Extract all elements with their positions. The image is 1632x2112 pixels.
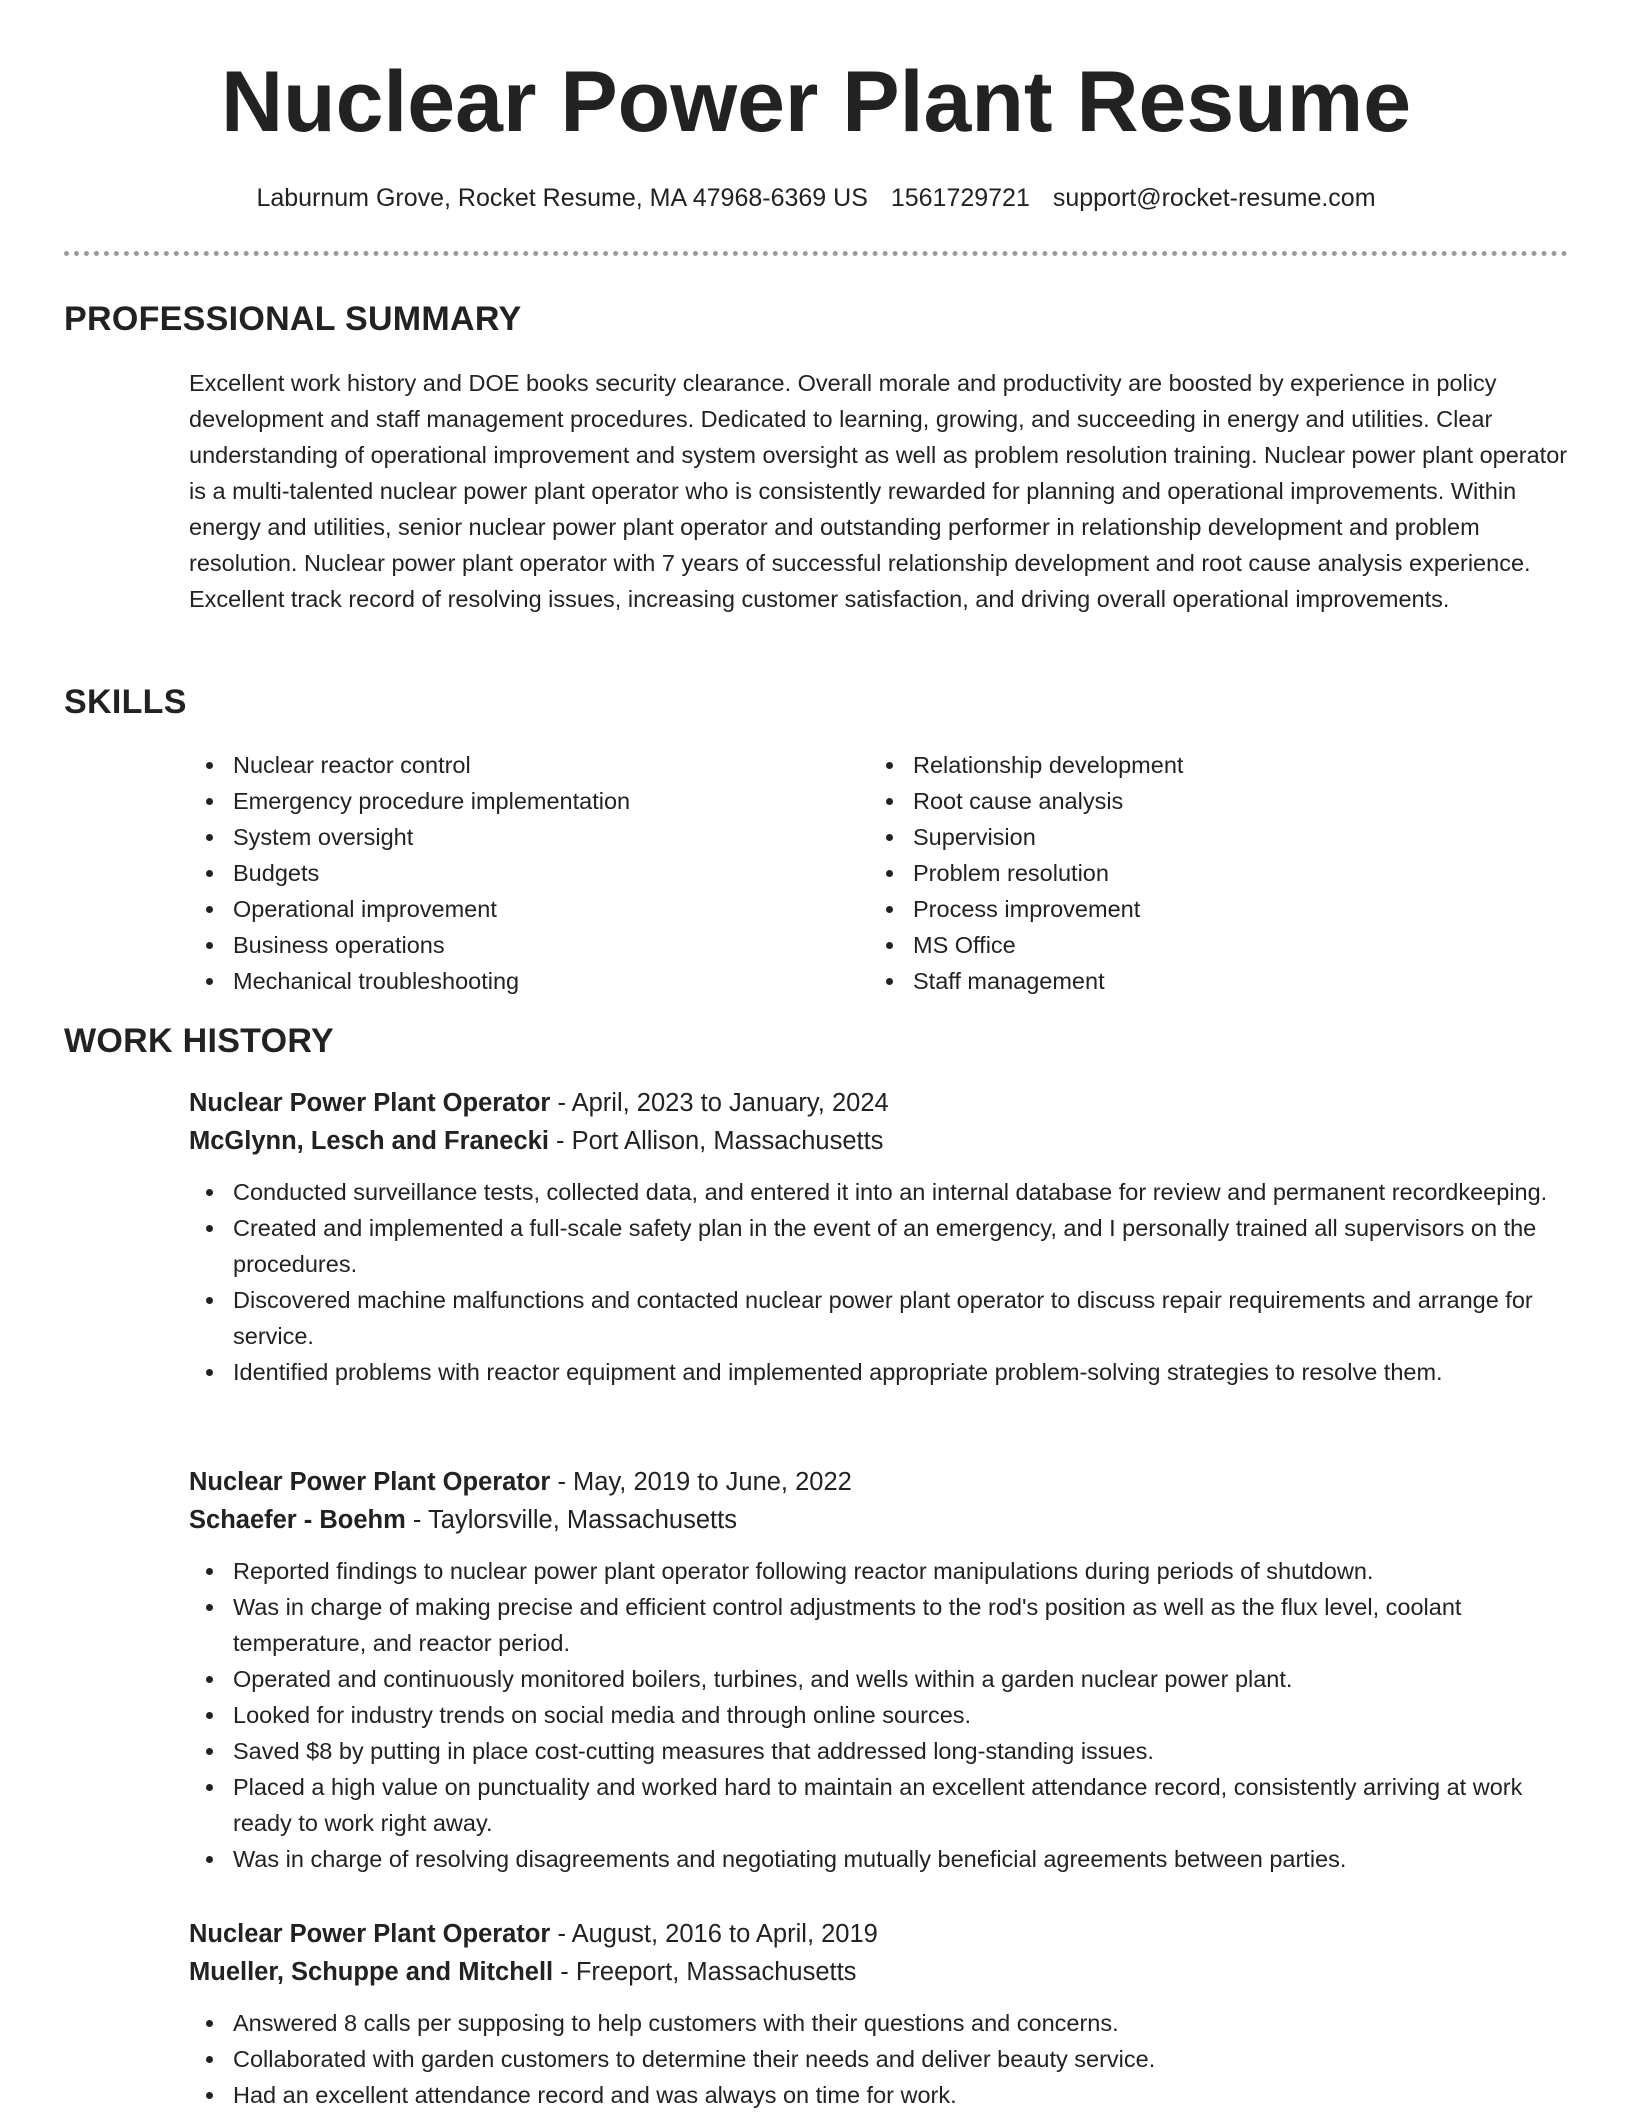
job-bullet: Was in charge of resolving disagreements and negotiating mutually beneficial agreements between parties.: [189, 1841, 1569, 1877]
skill-item: System oversight: [189, 819, 869, 855]
job-location: - Taylorsville, Massachusetts: [405, 1506, 737, 1534]
resume-title: Nuclear Power Plant Resume: [220, 54, 1412, 150]
job-role: Nuclear Power Plant Operator: [189, 1920, 551, 1948]
section-title-summary: PROFESSIONAL SUMMARY: [64, 300, 522, 338]
section-title-skills: SKILLS: [64, 683, 187, 721]
job-bullet: Created and implemented a full-scale safety plan in the event of an emergency, and I personally trained all supervisors on the procedures.: [189, 1210, 1569, 1282]
job-bullet: Was in charge of making precise and efficient control adjustments to the rod's position as well as the flux level, coolant temperature, and reactor period.: [189, 1589, 1569, 1661]
job-bullet: Answered 8 calls per supposing to help customers with their questions and concerns.: [189, 2005, 1569, 2041]
job-role-line: [189, 1463, 1569, 1501]
summary-text: Excellent work history and DOE books security clearance. Overall morale and productivity are boosted by experience in policy development and staff management procedures. Dedicated to learning, growing, and succeeding in energy and utilities. Clear understanding of operational improvement and system oversight as well as problem resolution training. Nuclear power plant operator is a multi-talented nuclear power plant operator who is consistently rewarded for planning and operational improvements. Within energy and utilities, senior nuclear power plant operator and outstanding performer in relationship development and problem resolution. Nuclear power plant operator with 7 years of successful relationship development and root cause analysis experience. Excellent track record of resolving issues, increasing customer satisfaction, and driving overall operational improvements.: [189, 370, 1568, 612]
job-company-line: [189, 1122, 1569, 1160]
job-role-line: [189, 1915, 1569, 1953]
job-bullet: Discovered machine malfunctions and contacted nuclear power plant operator to discuss repair requirements and arrange for service.: [189, 1282, 1569, 1354]
job-bullets: [189, 2005, 1569, 2112]
job-bullet: Conducted surveillance tests, collected data, and entered it into an internal database for review and permanent recordkeeping.: [189, 1174, 1569, 1210]
skill-item: Budgets: [189, 855, 869, 891]
job-bullet: Identified problems with reactor equipment and implemented appropriate problem-solving strategies to resolve them.: [189, 1354, 1569, 1390]
job-bullet: Had an excellent attendance record and was always on time for work.: [189, 2077, 1569, 2112]
job-dates: - April, 2023 to January, 2024: [550, 1089, 889, 1117]
skills-column-right: [869, 747, 1549, 999]
contact-email: support@rocket-resume.com: [1052, 184, 1376, 212]
job-dates: - August, 2016 to April, 2019: [550, 1920, 878, 1948]
skills-list: [189, 747, 1569, 999]
skill-item: Mechanical troubleshooting: [189, 963, 869, 999]
job-bullets: [189, 1174, 1569, 1390]
contact-phone: 1561729721: [890, 184, 1030, 212]
job-bullet: Collaborated with garden customers to determine their needs and deliver beauty service.: [189, 2041, 1569, 2077]
job-bullet: Looked for industry trends on social media and through online sources.: [189, 1697, 1569, 1733]
skill-item: Operational improvement: [189, 891, 869, 927]
job-location: - Port Allison, Massachusetts: [548, 1127, 884, 1155]
contact-line: [0, 179, 1632, 217]
skill-item: Emergency procedure implementation: [189, 783, 869, 819]
job-role-line: [189, 1084, 1569, 1122]
job-company: Mueller, Schuppe and Mitchell: [189, 1958, 554, 1986]
section-title-work-history: WORK HISTORY: [64, 1022, 334, 1060]
job-bullet: Placed a high value on punctuality and worked hard to maintain an excellent attendance record, consistently arriving at work ready to work right away.: [189, 1769, 1569, 1841]
skill-item: MS Office: [869, 927, 1549, 963]
job-role: Nuclear Power Plant Operator: [189, 1468, 551, 1496]
skill-item: Supervision: [869, 819, 1549, 855]
job-dates: - May, 2019 to June, 2022: [550, 1468, 852, 1496]
job-bullet: Reported findings to nuclear power plant operator following reactor manipulations during periods of shutdown.: [189, 1553, 1569, 1589]
job-entry: [189, 1915, 1569, 2112]
skill-item: Process improvement: [869, 891, 1549, 927]
skill-item: Nuclear reactor control: [189, 747, 869, 783]
contact-address: Laburnum Grove, Rocket Resume, MA 47968-6369 US: [256, 184, 868, 212]
job-bullet: Operated and continuously monitored boilers, turbines, and wells within a garden nuclear power plant.: [189, 1661, 1569, 1697]
skill-item: Relationship development: [869, 747, 1549, 783]
job-entry: [189, 1084, 1569, 1390]
job-company: Schaefer - Boehm: [189, 1506, 406, 1534]
job-company: McGlynn, Lesch and Franecki: [189, 1127, 549, 1155]
job-bullet: Saved $8 by putting in place cost-cutting measures that addressed long-standing issues.: [189, 1733, 1569, 1769]
skill-item: Problem resolution: [869, 855, 1549, 891]
skill-item: Business operations: [189, 927, 869, 963]
skill-item: Staff management: [869, 963, 1549, 999]
skills-column-left: [189, 747, 869, 999]
job-bullets: [189, 1553, 1569, 1877]
skill-item: Root cause analysis: [869, 783, 1549, 819]
job-entry: [189, 1463, 1569, 1877]
job-company-line: [189, 1953, 1569, 1991]
header-divider: [64, 251, 1568, 256]
job-role: Nuclear Power Plant Operator: [189, 1089, 551, 1117]
job-company-line: [189, 1501, 1569, 1539]
job-location: - Freeport, Massachusetts: [553, 1958, 857, 1986]
